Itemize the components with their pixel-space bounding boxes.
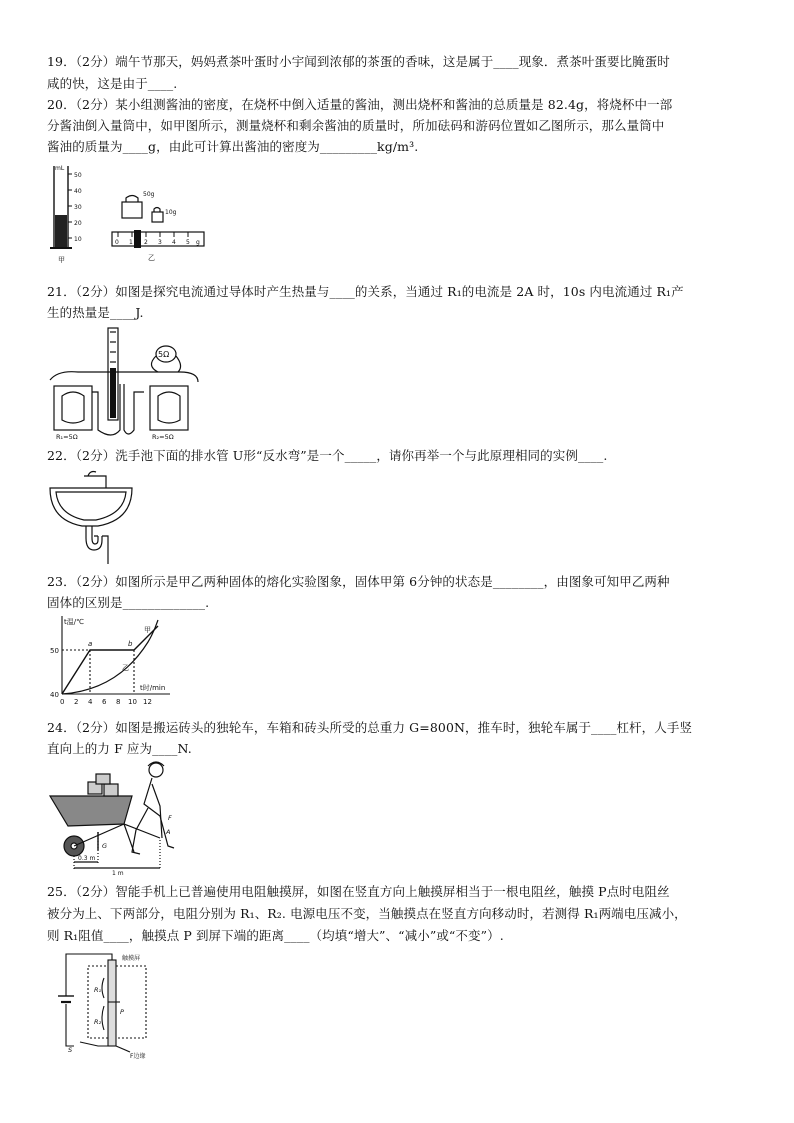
q25-figure xyxy=(48,948,168,1060)
q22-line-1: 22．（2分）洗手池下面的排水管 U形“反水弯”是一个_____，请你再举一个与此原理相同的实例____. xyxy=(47,448,608,463)
r3-label: 5Ω xyxy=(158,350,170,359)
scale-2: 2 xyxy=(144,239,148,246)
x-tick-0: 0 xyxy=(60,698,65,706)
q24-line-1: 24．（2分）如图是搬运砖头的独轮车，车箱和砖头所受的总重力 G=800N，推车时，独轮车属于____杠杆，人手竖 xyxy=(47,720,693,735)
series-jia-label: 甲 xyxy=(144,626,151,634)
u-trap xyxy=(86,526,102,550)
wheelbarrow-tray xyxy=(50,796,132,826)
scale-5: 5 xyxy=(186,239,190,246)
point-b: b xyxy=(128,640,133,648)
liquid-column xyxy=(110,368,116,418)
q20-line-2: 分酱油倒入量筒中，如甲图所示，测量烧杯和剩余酱油的质量时，所加砝码和游码位置如乙图所示，那么量筒中 xyxy=(47,118,665,133)
dim-0-3m: 0.3 m xyxy=(78,855,96,862)
r2-label: R₂=5Ω xyxy=(152,433,174,441)
cyl-unit: mL xyxy=(55,165,65,172)
x-tick-10: 10 xyxy=(128,698,137,706)
y-axis-label: t温/℃ xyxy=(64,618,84,626)
q25-line-1: 25．（2分）智能手机上已普遍使用电阻触摸屏，如图在竖直方向上触摸屏相当于一根电阻丝，触摸 P点时电阻丝 xyxy=(47,884,670,899)
cyl-tick-20: 20 xyxy=(74,220,82,227)
x-tick-12: 12 xyxy=(143,698,152,706)
r2-label: R₂ xyxy=(94,1018,102,1026)
cyl-tick-50: 50 xyxy=(74,172,82,179)
q19-line-1: 19．（2分）端午节那天，妈妈煮茶叶蛋时小宇闻到浓郁的茶蛋的香味，这是属于____现象．煮茶叶蛋要比腌蛋时 xyxy=(47,54,670,69)
scale-3: 3 xyxy=(158,239,162,246)
scale-unit: g xyxy=(196,239,200,246)
screen-label: 触摸屏 xyxy=(122,955,141,962)
x-axis-label: t时/min xyxy=(140,684,166,692)
q21-line-2: 生的热量是____J. xyxy=(47,305,144,320)
label-jia: 甲 xyxy=(58,256,65,264)
edge-label: F边缘 xyxy=(130,1053,146,1060)
label-a: A xyxy=(166,828,171,836)
q21-line-1: 21．（2分）如图是探究电流通过导体时产生热量与____的关系，当通过 R₁的电流是 2A 时，10s 内电流通过 R₁产 xyxy=(47,284,684,299)
s-label: S xyxy=(68,1046,73,1054)
y-tick-50: 50 xyxy=(50,647,59,655)
scale-4: 4 xyxy=(172,239,176,246)
p-label: P xyxy=(120,1008,124,1016)
x-tick-4: 4 xyxy=(88,698,93,706)
scale-0: 0 xyxy=(115,239,119,246)
r1-label: R₁ xyxy=(94,986,102,994)
label-g: G xyxy=(102,842,108,850)
q19-line-2: 咸的快，这是由于____. xyxy=(47,76,178,91)
q21-figure xyxy=(48,322,208,442)
q25-line-3: 则 R₁阻值____，触摸点 P 到屏下端的距离____（均填“增大”、“减小”或“不变”）. xyxy=(47,928,504,943)
q20-line-1: 20．（2分）某小组测酱油的密度，在烧杯中倒入适量的酱油，测出烧杯和酱油的总质量是 82.4g，将烧杯中一部 xyxy=(47,97,673,112)
x-tick-6: 6 xyxy=(102,698,107,706)
weights xyxy=(122,196,163,223)
cyl-tick-30: 30 xyxy=(74,204,82,211)
weight-10g: 10g xyxy=(165,209,177,216)
cyl-tick-40: 40 xyxy=(74,188,82,195)
q23-figure xyxy=(48,612,178,707)
q23-line-1: 23．（2分）如图所示是甲乙两种固体的熔化实验图象，固体甲第 6分钟的状态是________，由图象可知甲乙两种 xyxy=(47,574,670,589)
x-tick-2: 2 xyxy=(74,698,79,706)
q24-figure xyxy=(48,758,198,876)
label-yi: 乙 xyxy=(148,254,155,262)
q24-line-2: 直向上的力 F 应为____N. xyxy=(47,741,192,756)
weight-50g: 50g xyxy=(143,191,155,198)
scale-1: 1 xyxy=(129,239,133,246)
q22-figure xyxy=(48,466,138,566)
q23-line-2: 固体的区别是_____________. xyxy=(47,595,210,610)
y-tick-40: 40 xyxy=(50,691,59,699)
worker-head xyxy=(149,763,163,777)
dim-1m: 1 m xyxy=(112,870,124,876)
x-tick-8: 8 xyxy=(116,698,121,706)
q20-figure xyxy=(48,160,218,270)
q25-line-2: 被分为上、下两部分，电阻分别为 R₁、R₂. 电源电压不变，当触摸点在竖直方向移动时，若测得 R₁两端电压减小， xyxy=(47,906,687,921)
q20-line-3: 酱油的质量为____g，由此可计算出酱油的密度为_________kg/m³. xyxy=(47,139,419,154)
cyl-tick-10: 10 xyxy=(74,236,82,243)
point-a: a xyxy=(88,640,93,648)
series-yi-label: 乙 xyxy=(122,664,129,672)
r1-label: R₁=5Ω xyxy=(56,433,78,441)
label-f: F xyxy=(168,814,172,822)
resistance-strip xyxy=(108,960,116,1046)
graduated-cylinder xyxy=(50,166,72,248)
